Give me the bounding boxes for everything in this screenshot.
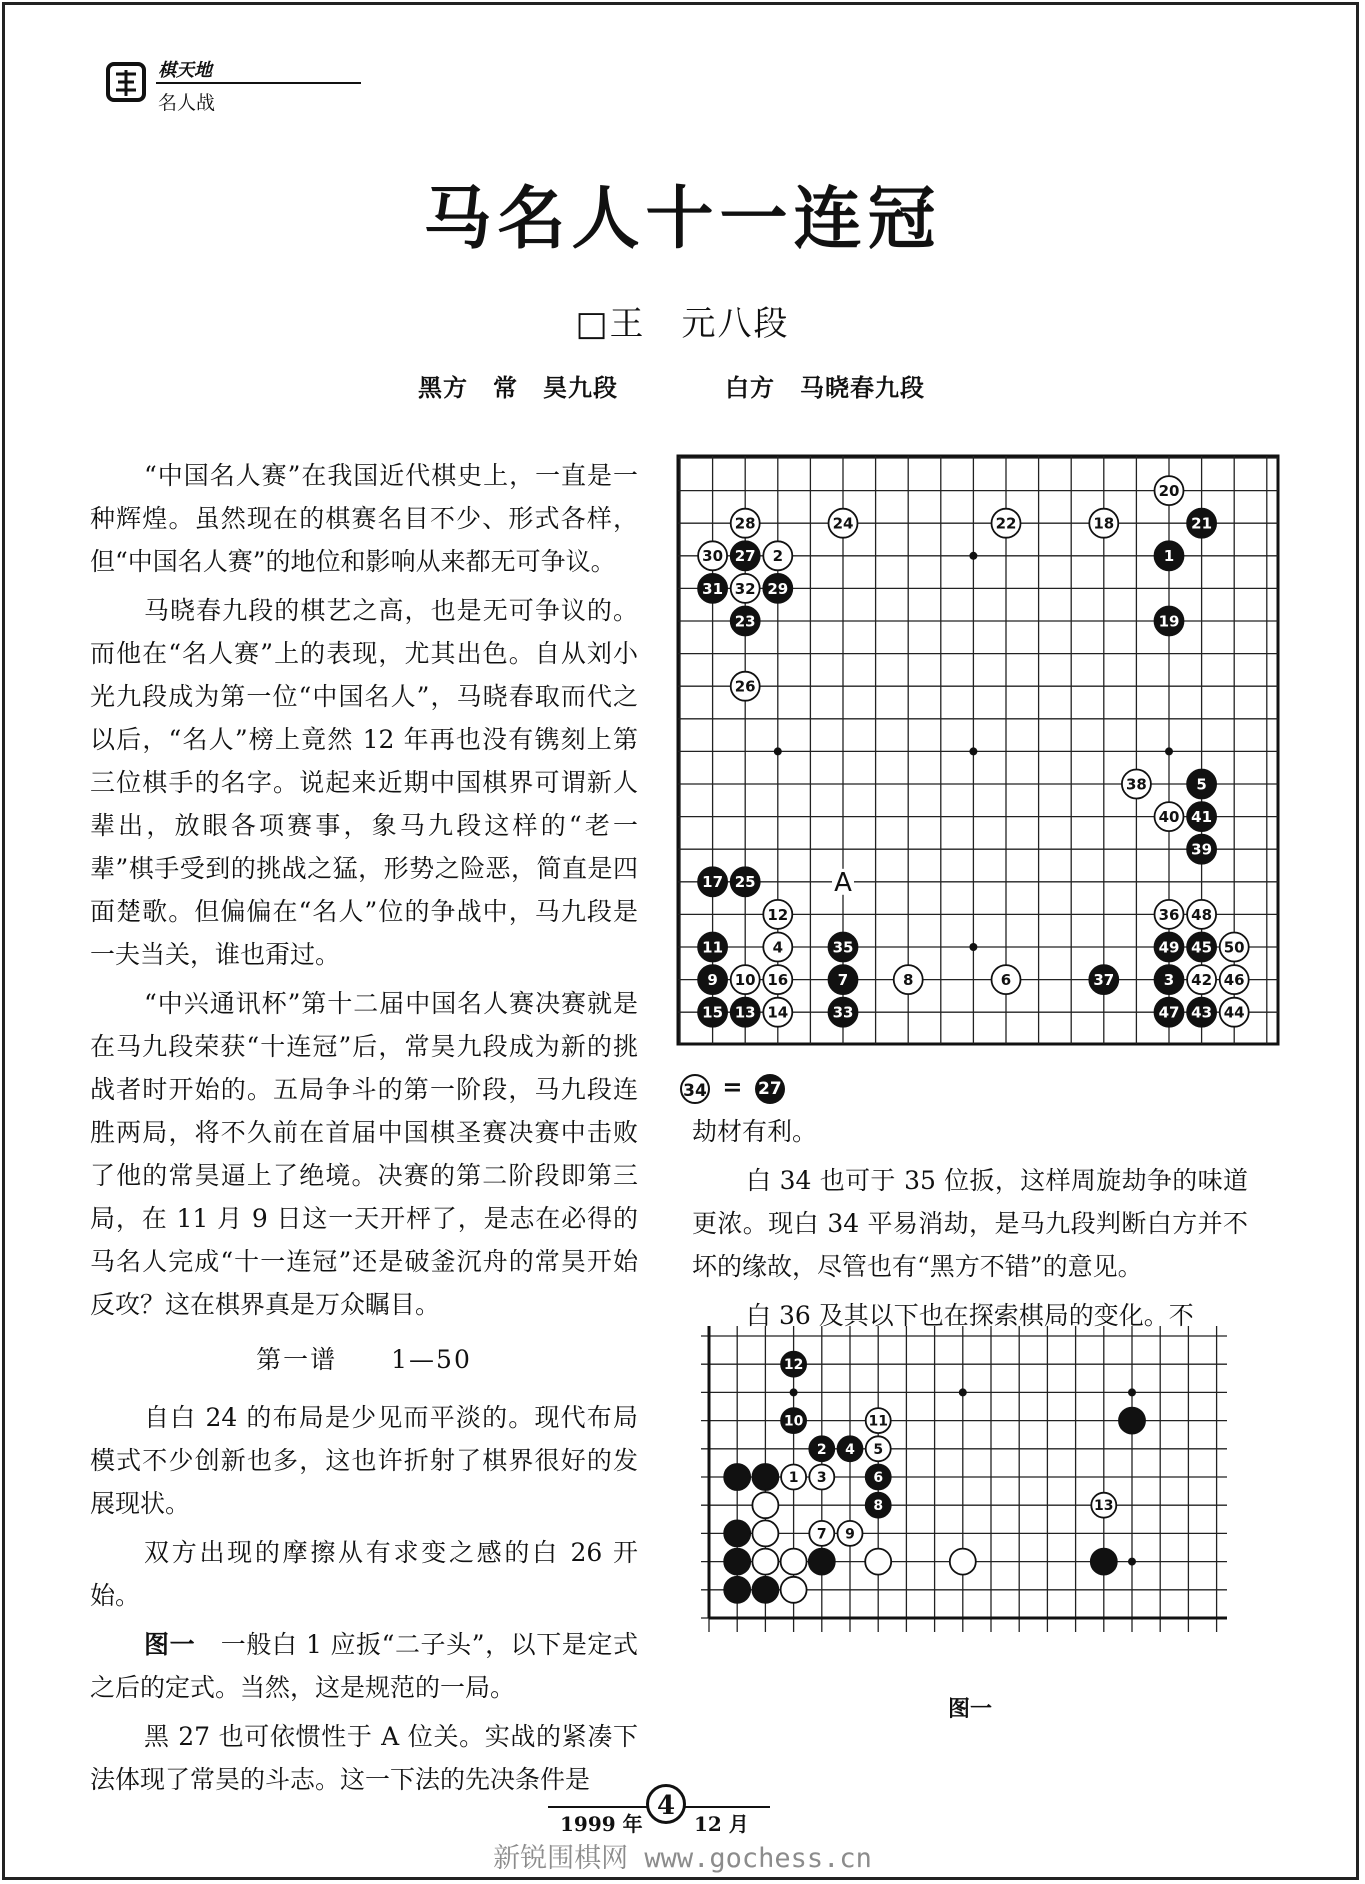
black-stone (752, 1577, 778, 1603)
move-number: 31 (702, 579, 724, 598)
move-number: 2 (816, 1441, 827, 1458)
paragraph: “中国名人赛”在我国近代棋史上，一直是一种辉煌。虽然现在的棋赛名目不少、形式各样，但“中国名人赛”的地位和影响从来都无可争议。 (90, 461, 638, 576)
move-number: 13 (1094, 1498, 1114, 1515)
white-stone (866, 1408, 891, 1433)
move-number: 41 (1191, 808, 1213, 826)
white-stone (763, 900, 792, 929)
move-number: 39 (1191, 840, 1213, 859)
black-stone (1119, 1408, 1145, 1434)
watermark: 新锐围棋网 www.gochess.cn (493, 1843, 872, 1874)
white-stone (1220, 965, 1249, 994)
paragraph: 自白 24 的布局是少见而平淡的。现代布局模式不少创新也多，这也许折射了棋界很好的发展现状。 (90, 1403, 638, 1518)
move-number: 35 (832, 938, 854, 957)
move-number: 36 (1158, 905, 1180, 924)
move-number: 25 (734, 873, 756, 892)
black-stone (731, 607, 760, 636)
white-stone (1220, 998, 1249, 1027)
move-number: 33 (832, 1003, 854, 1022)
move-number: 42 (1191, 971, 1213, 989)
column-subtitle: 名人战 (158, 92, 216, 114)
paragraph: 黑 27 也可依惯性于 A 位关。实战的紧凑下法体现了常昊的斗志。这一下法的先决条件是 (90, 1722, 638, 1794)
move-number: 48 (1191, 905, 1213, 924)
move-number: 3 (816, 1470, 827, 1487)
white-stone (992, 509, 1021, 538)
move-number: 10 (734, 971, 756, 989)
white-stone (698, 541, 727, 570)
black-stone (829, 965, 858, 994)
move-number: 30 (702, 547, 724, 566)
white-stone (752, 1520, 778, 1546)
black-stone (698, 574, 727, 603)
move-number: 4 (845, 1441, 855, 1458)
position-label-a: A (834, 867, 852, 898)
black-stone (781, 1352, 806, 1377)
move-number: 7 (837, 971, 849, 989)
white-stone (731, 574, 760, 603)
white-stone (781, 1549, 807, 1575)
move-number: 9 (845, 1526, 855, 1543)
move-number: 8 (873, 1498, 884, 1515)
black-stone (1091, 1549, 1117, 1575)
move-number: 4 (772, 938, 784, 957)
black-player: 黑方 常 昊九段 (418, 373, 618, 402)
black-stone (866, 1493, 891, 1518)
white-stone (992, 965, 1021, 994)
paragraph: 图一 一般白 1 应扳“二子头”，以下是定式之后的定式。当然，这是规范的一局。 (90, 1630, 638, 1702)
left-column (90, 454, 638, 1807)
white-stone (1089, 509, 1118, 538)
move-number: 26 (734, 677, 756, 696)
black-stone (724, 1549, 750, 1575)
white-stone (752, 1492, 778, 1518)
move-number: 43 (1191, 1003, 1213, 1022)
black-stone (1155, 541, 1184, 570)
section-heading: 第一谱 1—50 (256, 1345, 472, 1374)
move-number: 1 (788, 1470, 799, 1487)
move-number: 49 (1158, 938, 1180, 957)
move-number: 15 (702, 1003, 724, 1022)
move-number: 18 (1093, 514, 1115, 533)
white-stone (1187, 900, 1216, 929)
move-number: 24 (832, 514, 854, 533)
black-stone (698, 933, 727, 962)
black-stone (1155, 965, 1184, 994)
black-stone (1155, 933, 1184, 962)
move-number: 47 (1158, 1003, 1180, 1022)
footer-month: 12 月 (694, 1812, 749, 1836)
black-stone (1155, 607, 1184, 636)
white-stone-marker: 34 (680, 1074, 710, 1104)
move-number: 8 (902, 971, 914, 989)
move-number: 9 (707, 971, 718, 989)
move-number: 50 (1223, 938, 1245, 957)
black-stone (731, 998, 760, 1027)
move-number: 5 (873, 1441, 884, 1458)
move-number: 27 (734, 547, 756, 566)
black-stone (838, 1436, 863, 1461)
header-rule (156, 82, 361, 84)
figure-reference: 图一 (144, 1630, 196, 1659)
white-stone (894, 965, 923, 994)
move-number: 28 (734, 514, 756, 533)
black-stone (724, 1577, 750, 1603)
move-number: 46 (1223, 971, 1245, 989)
white-stone (1155, 802, 1184, 831)
move-number: 7 (816, 1526, 827, 1543)
white-stone (1220, 933, 1249, 962)
black-stone (1187, 933, 1216, 962)
footer-year: 1999 年 (560, 1812, 643, 1836)
move-number: 13 (734, 1003, 756, 1022)
black-stone (1187, 835, 1216, 864)
black-stone (724, 1464, 750, 1490)
black-stone (1187, 770, 1216, 799)
move-number: 14 (767, 1003, 789, 1022)
black-stone (752, 1464, 778, 1490)
move-number: 40 (1158, 808, 1180, 826)
white-player: 白方 马晓春九段 (725, 373, 925, 402)
black-stone (698, 998, 727, 1027)
paragraph: 白 34 也可于 35 位扳，这样周旋劫争的味道更浓。现白 34 平易消劫，是马九段判断白方并不坏的缘故，尽管也有“黑方不错”的意见。 (692, 1166, 1248, 1281)
move-number: 32 (734, 579, 756, 598)
white-stone (865, 1549, 891, 1575)
move-number: 10 (783, 1413, 804, 1430)
move-number: 3 (1163, 971, 1175, 989)
white-stone (829, 509, 858, 538)
white-stone (763, 541, 792, 570)
black-stone (698, 867, 727, 896)
black-stone (866, 1465, 891, 1490)
white-stone (731, 965, 760, 994)
move-number: 12 (783, 1357, 804, 1374)
white-stone (809, 1521, 834, 1546)
black-stone (731, 867, 760, 896)
move-number: 21 (1191, 514, 1213, 533)
move-number: 23 (734, 612, 756, 631)
move-number: 12 (767, 905, 789, 924)
ko-note: 34 = 27 (680, 1072, 785, 1104)
black-stone (829, 998, 858, 1027)
figure-caption: 图一 (948, 1697, 993, 1722)
move-number: 20 (1158, 482, 1180, 500)
board-grid (701, 1326, 1227, 1632)
black-stone-marker: 27 (755, 1074, 785, 1104)
paragraph: “中兴通讯杯”第十二届中国名人赛决赛就是在马九段荣获“十连冠”后，常昊九段成为新的挑战者时开始的。五局争斗的第一阶段，马九段连胜两局，将不久前在首届中国棋圣赛决赛中击败了他的常昊逼上了绝境。决赛的第二阶段即第三局，在 11 月 9 日这一天开枰了，是志在必得的马名人完成“十一连冠”还是破釜沉舟的常昊开始反攻？这在棋界真是万众瞩目。 (90, 989, 638, 1319)
paragraph: 白 36 及其以下也在探索棋局的变化。不 (746, 1301, 1194, 1330)
page-number: 4 (646, 1784, 686, 1824)
move-number: 5 (1196, 775, 1207, 794)
article-title: 马名人十一连冠 (423, 180, 942, 259)
move-number: 37 (1093, 971, 1115, 989)
white-stone (1091, 1493, 1116, 1518)
white-stone (866, 1436, 891, 1461)
black-stone (731, 541, 760, 570)
paragraph: 双方出现的摩擦从有求变之感的白 26 开始。 (90, 1538, 638, 1610)
black-stone (763, 574, 792, 603)
move-number: 6 (1000, 971, 1012, 989)
move-number: 2 (772, 547, 784, 566)
white-stone (838, 1521, 863, 1546)
move-number: 38 (1125, 775, 1147, 794)
column-title: 棋天地 (158, 60, 212, 81)
move-number: 6 (873, 1470, 884, 1487)
move-number: 16 (767, 971, 789, 989)
black-stone (1187, 802, 1216, 831)
white-stone (1155, 476, 1184, 505)
game-record-diagram (676, 452, 1281, 1048)
magazine-logo-icon (104, 60, 150, 106)
white-stone (763, 998, 792, 1027)
white-stone (752, 1549, 778, 1575)
move-number: 29 (767, 579, 789, 598)
white-stone (763, 965, 792, 994)
white-stone (781, 1577, 807, 1603)
white-stone (1155, 900, 1184, 929)
black-stone (1187, 509, 1216, 538)
black-stone (809, 1549, 835, 1575)
black-stone (1089, 965, 1118, 994)
white-stone (731, 509, 760, 538)
author-line: □王 元八段 (575, 304, 790, 344)
move-number: 1 (1163, 547, 1175, 566)
black-stone (698, 965, 727, 994)
black-stone (809, 1436, 834, 1461)
white-stone (1187, 965, 1216, 994)
move-number: 44 (1223, 1003, 1245, 1022)
paragraph: 马晓春九段的棋艺之高，也是无可争议的。而他在“名人赛”上的表现，尤其出色。自从刘小光九段成为第一位“中国名人”，马晓春取而代之以后，“名人”榜上竟然 12 年再也没有镌刻上第三位棋手的名字。说起来近期中国棋界可谓新人辈出，放眼各项赛事，象马九段这样的“老一辈”棋手受到的挑战之猛，形势之险恶，简直是四面楚歌。但偏偏在“名人”位的争战中，马九段是一夫当关，谁也甭过。 (90, 596, 638, 969)
white-stone (950, 1549, 976, 1575)
black-stone (781, 1408, 806, 1433)
move-number: 11 (702, 938, 724, 957)
white-stone (1122, 770, 1151, 799)
white-stone (809, 1465, 834, 1490)
white-stone (781, 1465, 806, 1490)
black-stone (724, 1520, 750, 1546)
move-number: 22 (995, 514, 1017, 533)
black-stone (1155, 998, 1184, 1027)
paragraph: 劫材有利。 (692, 1117, 818, 1146)
move-number: 19 (1158, 612, 1180, 631)
black-stone (1187, 998, 1216, 1027)
move-number: 11 (868, 1413, 888, 1430)
white-stone (763, 933, 792, 962)
move-number: 17 (702, 873, 724, 892)
black-stone (829, 933, 858, 962)
white-stone (731, 672, 760, 701)
move-number: 45 (1191, 938, 1213, 957)
figure-one-diagram (695, 1322, 1235, 1672)
right-column (692, 1110, 1248, 1343)
